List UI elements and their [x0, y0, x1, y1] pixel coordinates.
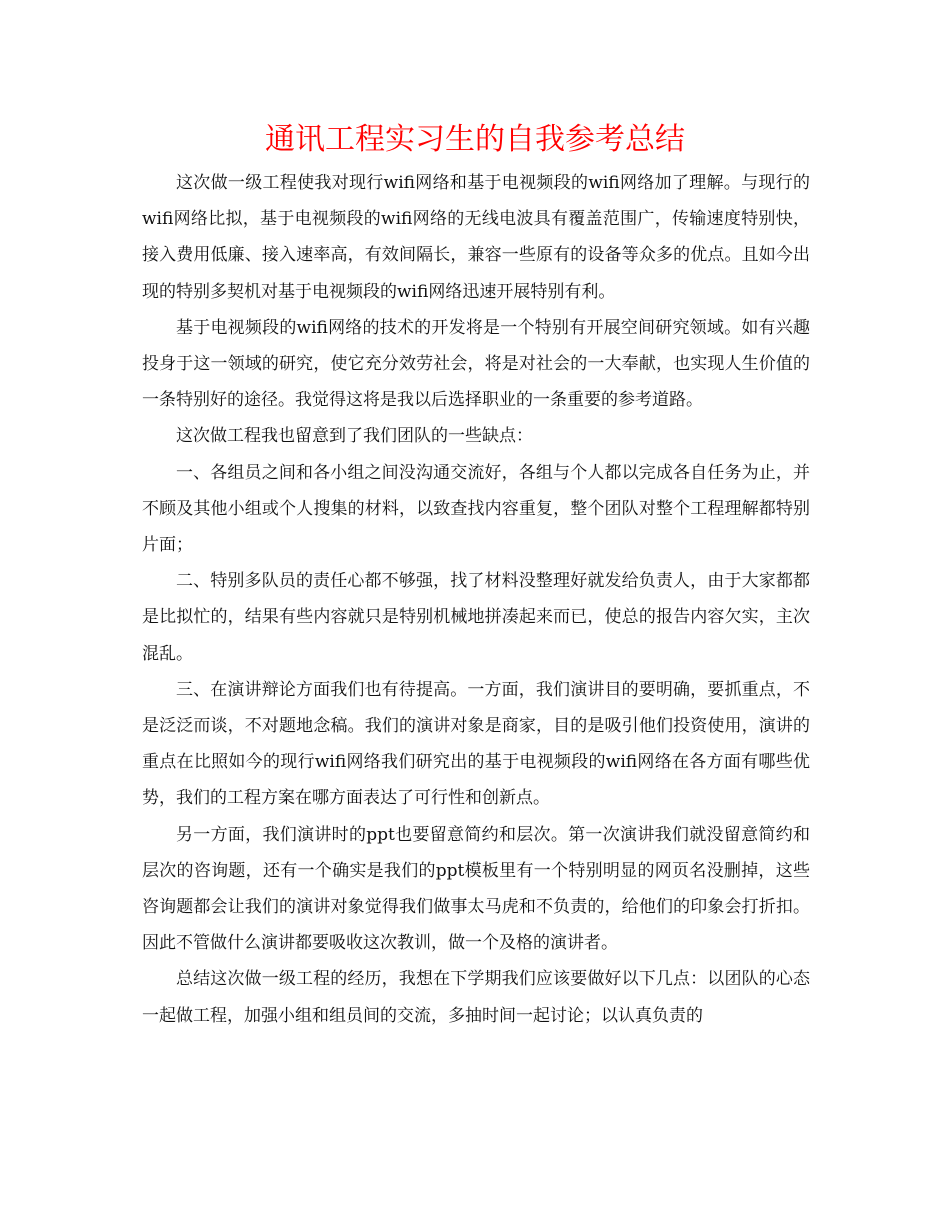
paragraph-7: 另一方面，我们演讲时的ppt也要留意简约和层次。第一次演讲我们就没留意简约和层次的咨询题，还有一个确实是我们的ppt模板里有一个特别明显的网页名没删掉，这些咨询题都会让我们的演讲对象觉得我们做事太马虎和不负责的，给他们的印象会打折扣。因此不管做什么演讲都要吸收这次教训，做一个及格的演讲者。 — [142, 824, 810, 954]
paragraph-4: 一、各组员之间和各小组之间没沟通交流好，各组与个人都以完成各自任务为止，并不顾及其他小组或个人搜集的材料，以致查找内容重复，整个团队对整个工程理解都特别片面； — [142, 462, 810, 556]
paragraph-3: 这次做工程我也留意到了我们团队的一些缺点： — [176, 426, 533, 447]
paragraph-2: 基于电视频段的wifi网络的技术的开发将是一个特别有开展空间研究领域。如有兴趣投身于这一领域的研究，使它充分效劳社会，将是对社会的一大奉献，也实现人生价值的一条特别好的途径。我觉得这将是我以后选择职业的一条重要的参考道路。 — [142, 317, 810, 411]
paragraph-1: 这次做一级工程使我对现行wifi网络和基于电视频段的wifi网络加了理解。与现行的wifi网络比拟，基于电视频段的wifi网络的无线电波具有覆盖范围广，传输速度特别快，接入费用低廉、接入速率高，有效间隔长，兼容一些原有的设备等众多的优点。且如今出现的特别多契机对基于电视频段的wifi网络迅速开展特别有利。 — [142, 173, 810, 302]
document-title: 通讯工程实习生的自我参考总结 — [265, 122, 685, 157]
paragraph-6: 三、在演讲辩论方面我们也有待提高。一方面，我们演讲目的要明确，要抓重点，不是泛泛而谈，不对题地念稿。我们的演讲对象是商家，目的是吸引他们投资使用，演讲的重点在比照如今的现行wifi网络我们研究出的基于电视频段的wifi网络在各方面有哪些优势，我们的工程方案在哪方面表达了可行性和创新点。 — [142, 679, 810, 809]
document-body — [142, 165, 810, 1034]
paragraph-8: 总结这次做一级工程的经历，我想在下学期我们应该要做好以下几点：以团队的心态一起做工程，加强小组和组员间的交流，多抽时间一起讨论；以认真负责的 — [142, 969, 810, 1026]
paragraph-5: 二、特别多队员的责任心都不够强，找了材料没整理好就发给负责人，由于大家都都是比拟忙的，结果有些内容就只是特别机械地拼凑起来而已，使总的报告内容欠实，主次混乱。 — [142, 571, 810, 664]
